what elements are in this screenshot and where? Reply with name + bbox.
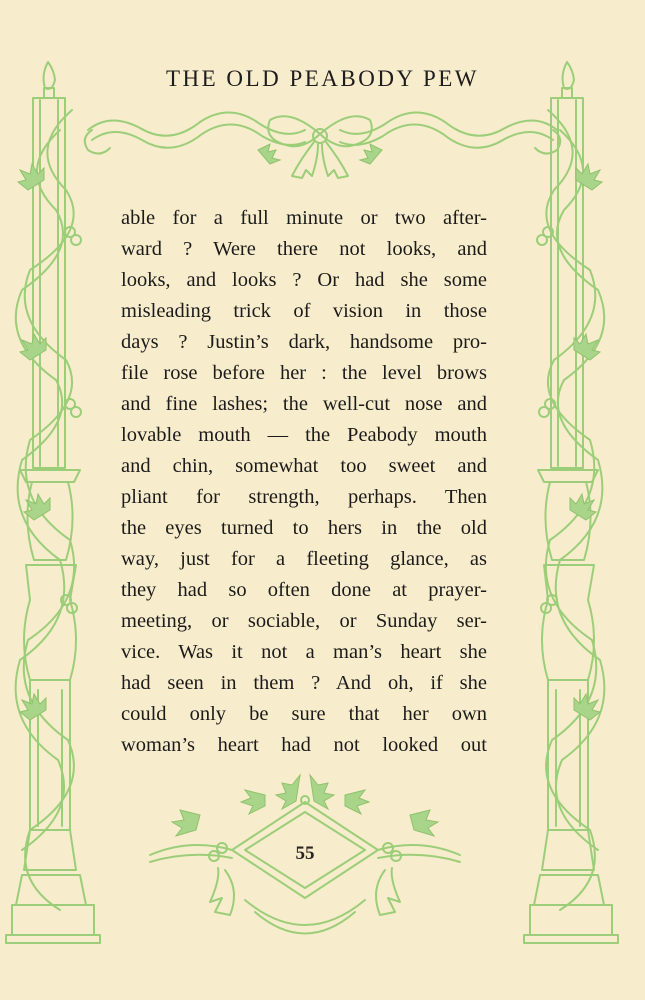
- body-text: [121, 203, 487, 761]
- right-candle-icon: [524, 62, 618, 943]
- left-candle-icon: [6, 62, 100, 943]
- text-line: had seen in them ? And oh, if she: [121, 672, 487, 694]
- text-line: able for a full minute or two after-: [121, 207, 487, 229]
- text-line: the eyes turned to hers in the old: [121, 517, 487, 539]
- text-line: could only be sure that her own: [121, 703, 487, 725]
- text-line: ward ? Were there not looks, and: [121, 238, 487, 260]
- text-line: and chin, somewhat too sweet and: [121, 455, 487, 477]
- text-line: and fine lashes; the well-cut nose and: [121, 393, 487, 415]
- ribbon-bow-icon: [85, 112, 560, 178]
- text-line: lovable mouth — the Peabody mouth: [121, 424, 487, 446]
- text-line: looks, and looks ? Or had she some: [121, 269, 487, 291]
- text-line: misleading trick of vision in those: [121, 300, 487, 322]
- text-line: way, just for a fleeting glance, as: [121, 548, 487, 570]
- text-line: days ? Justin’s dark, handsome pro-: [121, 331, 487, 353]
- text-line: woman’s heart had not looked out: [121, 734, 487, 756]
- text-line: vice. Was it not a man’s heart she: [121, 641, 487, 663]
- page-number: 55: [295, 843, 315, 864]
- text-line: pliant for strength, perhaps. Then: [121, 486, 487, 508]
- text-line: file rose before her : the level brows: [121, 362, 487, 384]
- text-line: they had so often done at prayer-: [121, 579, 487, 601]
- running-head: THE OLD PEABODY PEW: [165, 66, 480, 91]
- text-line: meeting, or sociable, or Sunday ser-: [121, 610, 487, 632]
